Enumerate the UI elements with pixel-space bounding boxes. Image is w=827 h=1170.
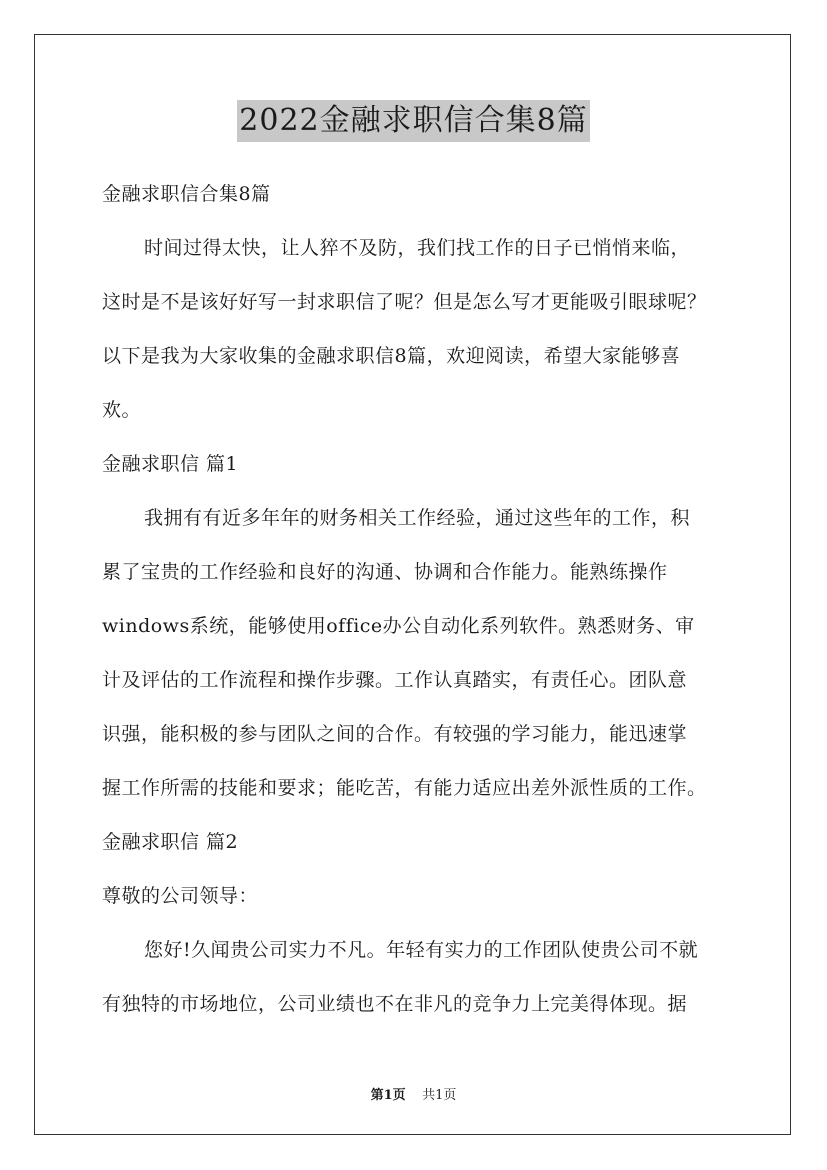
intro-line-4: 欢。: [102, 399, 142, 421]
section2-line-2: 有独特的市场地位，公司业绩也不在非凡的竞争力上完美得体现。据: [102, 993, 688, 1015]
title-container: [0, 100, 827, 142]
section1-line-1: 我拥有有近多年年的财务相关工作经验，通过这些年的工作，积: [144, 507, 691, 529]
section1-line-2: 累了宝贵的工作经验和良好的沟通、协调和合作能力。能熟练操作: [102, 561, 668, 583]
section1-line-4: 计及评估的工作流程和操作步骤。工作认真踏实，有责任心。团队意: [102, 669, 688, 691]
section1-line-3: windows系统，能够使用office办公自动化系列软件。熟悉财务、审: [102, 615, 695, 637]
intro-line-2: 这时是不是该好好写一封求职信了呢？但是怎么写才更能吸引眼球呢？: [102, 291, 707, 313]
intro-line-3: 以下是我为大家收集的金融求职信8篇，欢迎阅读，希望大家能够喜: [102, 345, 681, 367]
page-footer: [0, 1084, 827, 1103]
section1-line-5: 识强，能积极的参与团队之间的合作。有较强的学习能力，能迅速掌: [102, 723, 688, 745]
document-title: 2022金融求职信合集8篇: [237, 100, 589, 142]
intro-line-1: 时间过得太快，让人猝不及防，我们找工作的日子已悄悄来临，: [144, 237, 691, 259]
section2-greeting: 尊敬的公司领导：: [102, 885, 259, 907]
section2-line-1: 您好!久闻贵公司实力不凡。年轻有实力的工作团队使贵公司不就: [144, 939, 699, 961]
section1-heading: 金融求职信 篇1: [102, 453, 239, 475]
section2-heading: 金融求职信 篇2: [102, 831, 239, 853]
page-number: 第1页: [370, 1088, 406, 1103]
section1-line-6: 握工作所需的技能和要求；能吃苦，有能力适应出差外派性质的工作。: [102, 777, 707, 799]
document-subtitle: 金融求职信合集8篇: [102, 183, 271, 205]
page-total: 共1页: [422, 1088, 457, 1103]
